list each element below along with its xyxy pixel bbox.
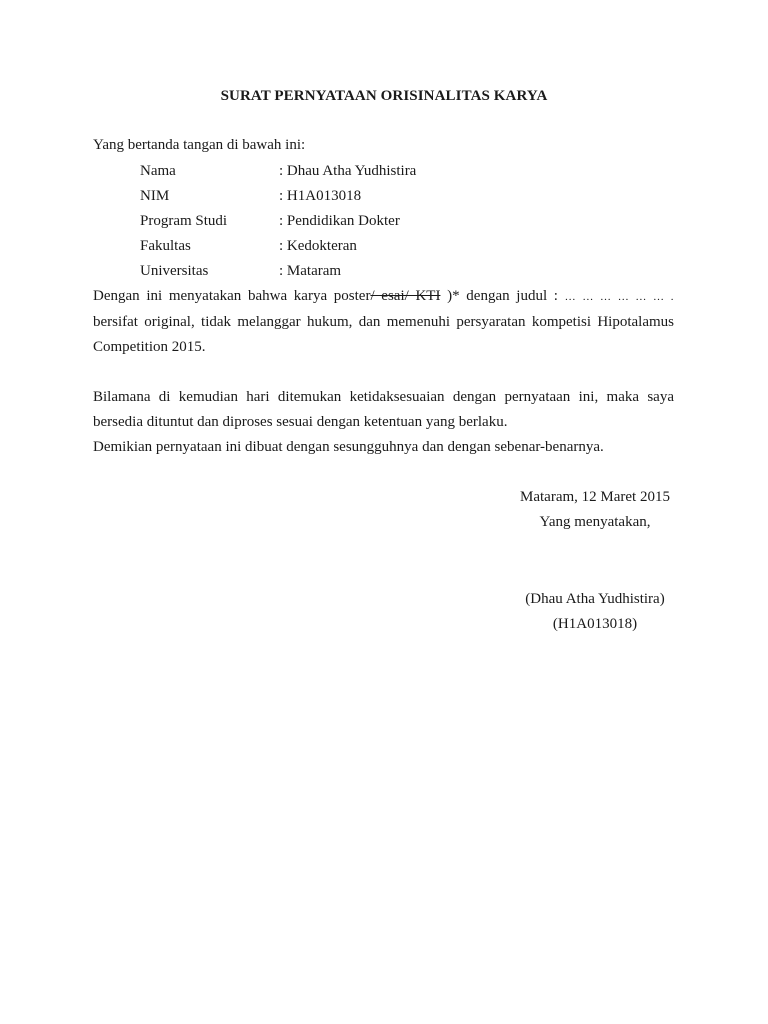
signatory-nim: (H1A013018) xyxy=(552,616,638,632)
field-label-nim: NIM xyxy=(140,188,170,204)
statement-part-2: )* dengan judul : xyxy=(440,288,558,304)
closing-sentence: Demikian pernyataan ini dibuat dengan sesungguhnya dan dengan sebenar-benarnya. xyxy=(93,439,604,455)
field-value-fakultas: : Kedokteran xyxy=(279,238,357,254)
field-value-program-studi: : Pendidikan Dokter xyxy=(279,213,400,229)
field-value-nim: : H1A013018 xyxy=(279,188,362,204)
field-label-program-studi: Program Studi xyxy=(140,213,228,229)
field-label-fakultas: Fakultas xyxy=(140,238,191,254)
field-label-nama: Nama xyxy=(140,163,176,179)
statement-part-1: Dengan ini menyatakan bahwa karya poster xyxy=(93,288,371,304)
declarant-label: Yang menyatakan, xyxy=(539,514,651,530)
struck-options: / esai/ KTI xyxy=(370,288,441,304)
statement-line-2: bersifat original, tidak melanggar hukum, dan memenuhi persyaratan kompetisi Hipotalamus xyxy=(93,314,674,330)
statement-line-1 xyxy=(93,288,674,305)
field-value-nama: : Dhau Atha Yudhistira xyxy=(279,163,417,179)
intro-text: Yang bertanda tangan di bawah ini: xyxy=(93,137,306,153)
statement-line-3: Competition 2015. xyxy=(93,339,206,355)
document-title: SURAT PERNYATAAN ORISINALITAS KARYA xyxy=(220,88,548,104)
signatory-name: (Dhau Atha Yudhistira) xyxy=(525,591,665,607)
field-label-universitas: Universitas xyxy=(140,263,209,279)
title-placeholder-dots: … … … … … … . xyxy=(564,291,674,303)
field-value-universitas: : Mataram xyxy=(279,263,342,279)
paragraph2-line-2: bersedia dituntut dan diproses sesuai dengan ketentuan yang berlaku. xyxy=(93,414,508,430)
paragraph2-line-1: Bilamana di kemudian hari ditemukan ketidaksesuaian dengan pernyataan ini, maka saya xyxy=(93,389,674,405)
place-date: Mataram, 12 Maret 2015 xyxy=(520,489,670,505)
